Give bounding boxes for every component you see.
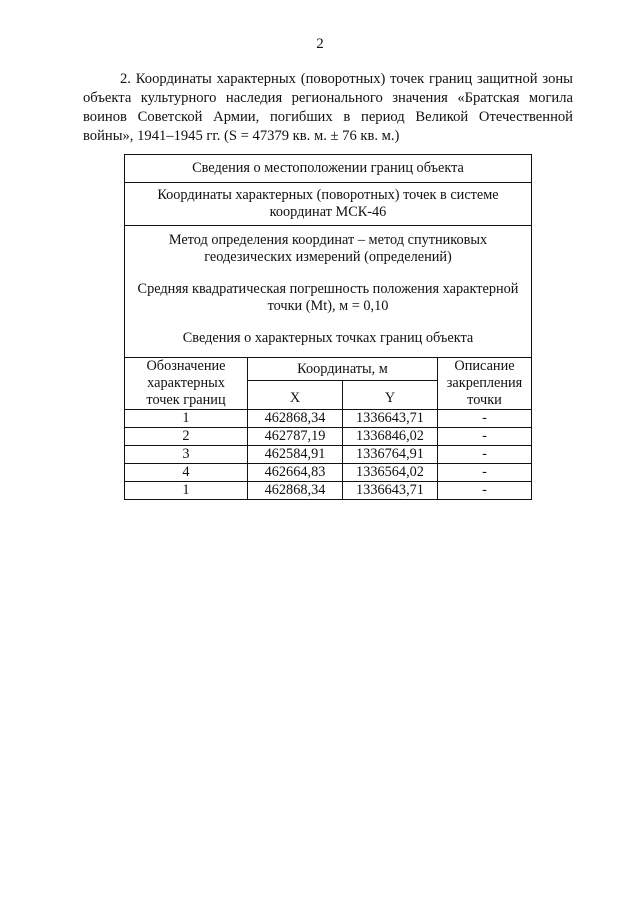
table-row [125, 482, 532, 500]
cell-point: 1 [125, 410, 248, 428]
table-row [125, 446, 532, 464]
cell-y: 1336643,71 [343, 410, 438, 428]
cell-x: 462787,19 [248, 428, 343, 446]
section-title: Сведения о местоположении границ объекта [125, 155, 532, 183]
cell-description: - [438, 482, 532, 500]
coordinate-system-title: Координаты характерных (поворотных) точек в системе координат МСК-46 [125, 183, 532, 226]
method-text: Метод определения координат – метод спутниковых геодезических измерений (определений) [168, 232, 488, 265]
cell-y: 1336564,02 [343, 464, 438, 482]
cell-point: 1 [125, 482, 248, 500]
col-header-point: Обозначение характерных точек границ [125, 358, 248, 410]
cell-x: 462584,91 [248, 446, 343, 464]
cell-description: - [438, 428, 532, 446]
table-row [125, 464, 532, 482]
precision-text: Средняя квадратическая погрешность положения характерной точки (Mt), м = 0,10 [137, 281, 519, 314]
cell-x: 462868,34 [248, 482, 343, 500]
page-number: 2 [316, 36, 324, 52]
points-title: Сведения о характерных точках границ объекта [182, 330, 474, 346]
col-header-description: Описание закрепления точки [438, 358, 532, 410]
col-header-x: X [248, 380, 343, 409]
cell-point: 3 [125, 446, 248, 464]
col-header-y: Y [343, 380, 438, 409]
cell-description: - [438, 446, 532, 464]
cell-y: 1336643,71 [343, 482, 438, 500]
table-row [125, 428, 532, 446]
intro-paragraph: 2. Координаты характерных (поворотных) точек границ защитной зоны объекта культурного наследия регионального значения «Братская могила воинов Советской Армии, погибших в период Великой Отечественной войны», 1941–1945 гг. (S = 47379 кв. м. ± 76 кв. м.) [83, 71, 573, 144]
method-block [125, 226, 532, 358]
cell-point: 2 [125, 428, 248, 446]
cell-y: 1336846,02 [343, 428, 438, 446]
cell-description: - [438, 464, 532, 482]
table-row [125, 410, 532, 428]
cell-x: 462868,34 [248, 410, 343, 428]
col-header-coords: Координаты, м [248, 358, 438, 381]
cell-description: - [438, 410, 532, 428]
cell-x: 462664,83 [248, 464, 343, 482]
cell-y: 1336764,91 [343, 446, 438, 464]
cell-point: 4 [125, 464, 248, 482]
coordinates-table [124, 154, 532, 500]
